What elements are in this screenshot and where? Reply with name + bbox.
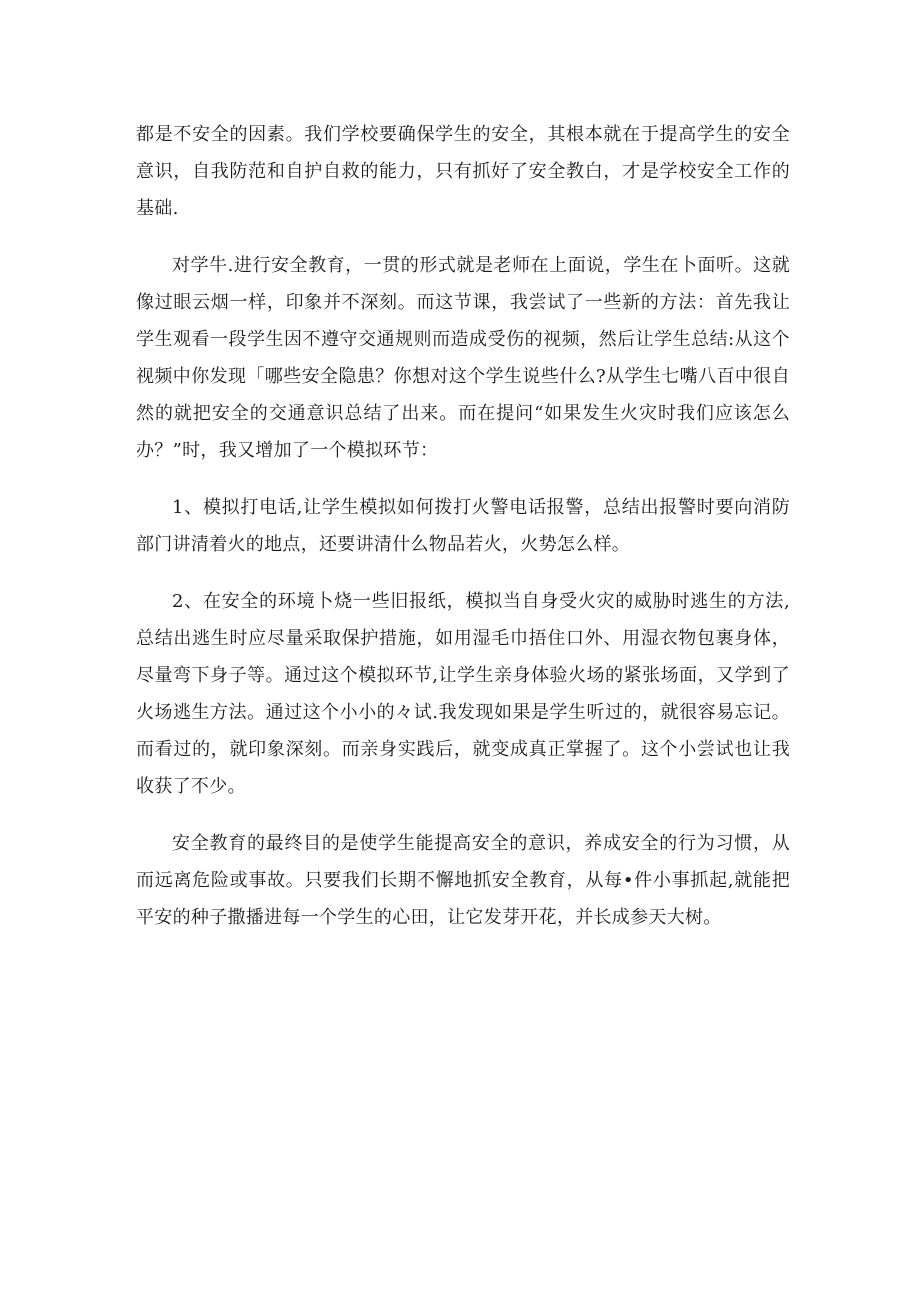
paragraph-4: 2、在安全的环境卜烧一些旧报纸，模拟当自身受火灾的威胁时逃生的方法,总结出逃生时应尽量采取保护措施，如用湿毛巾捂住口外、用湿衣物包裹身体，尽量弯下身子等。通过这个模拟环节,让学生亲身体验火场的紧张场面，又学到了火场逃生方法。通过这个小小的々试.我发现如果是学生听过的，就很容易忘记。而看过的，就印象深刻。而亲身实践后，就变成真正掌握了。这个小尝试也让我收获了不少。 xyxy=(136,591,790,797)
paragraph-2: 对学牛.进行安全教育，一贯的形式就是老师在上面说，学生在卜面听。这就像过眼云烟一样，印象并不深刻。而这节课，我尝试了一些新的方法：首先我让学生观看一段学生因不遵守交通规则而造成受伤的视频，然后让学生总结:从这个视频中你发现「哪些安全隐患？你想对这个学生说些什么?从学生七嘴八百中很自然的就把安全的交通意识总结了出来。而在提问“如果发生火灾时我们应该怎么办？”时，我又增加了一个模拟环节： xyxy=(136,255,790,461)
paragraph-1: 都是不安全的因素。我们学校要确保学生的安全，其根本就在于提高学生的安全意识，自我防范和自护自救的能力，只有抓好了安全教白，才是学校安全工作的基础. xyxy=(136,124,790,219)
paragraph-5: 安全教育的最终目的是使学生能提高安全的意识，养成安全的行为习惯，从而远离危险或事故。只要我们长期不懈地抓安全教育，从每•件小事抓起,就能把平安的种子撒播进每一个学生的心田，让它发芽开花，并长成参天大树。 xyxy=(136,833,790,928)
document-page xyxy=(136,112,790,956)
paragraph-3: 1、模拟打电话,让学生模拟如何拨打火警电话报警，总结出报警时要向消防部门讲清着火的地点，还要讲清什么物品若火，火势怎么样。 xyxy=(136,497,790,555)
